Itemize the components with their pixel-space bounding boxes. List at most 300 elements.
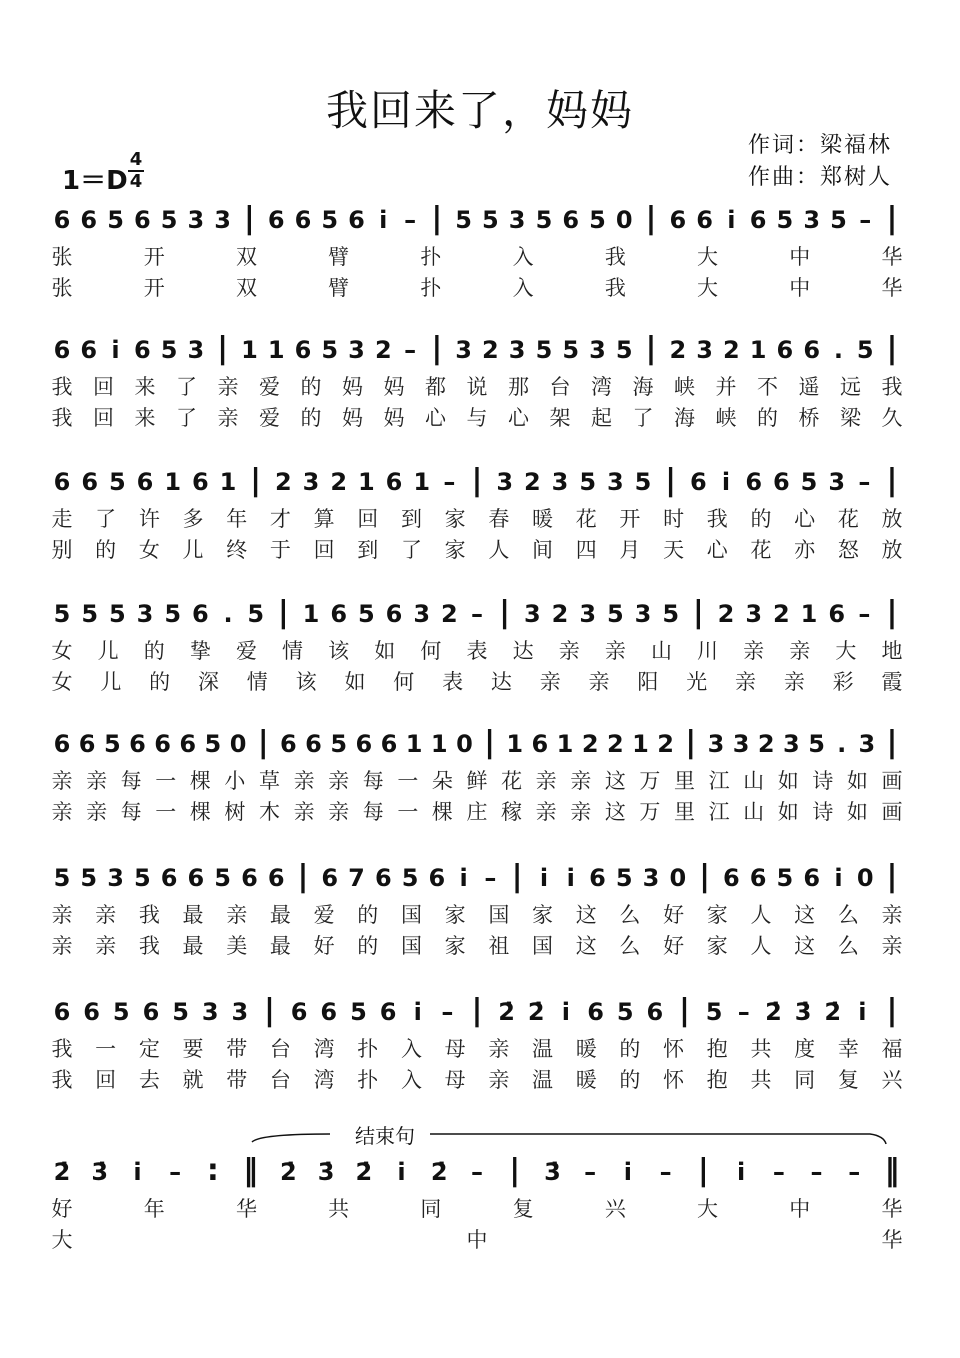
lyric-char: 亲 <box>226 903 248 927</box>
system-7 <box>52 993 904 1092</box>
note: 5 <box>357 600 375 628</box>
lyric-char: 妈 <box>342 375 363 399</box>
lyric-char: 定 <box>138 1037 160 1061</box>
lyric-char: 何 <box>393 670 415 694</box>
lyric-char: 每 <box>120 769 142 793</box>
note: – <box>584 1158 597 1186</box>
lyric-char: 不 <box>757 375 778 399</box>
note: 5 <box>535 336 553 364</box>
lyric-char: 树 <box>224 800 246 824</box>
lyric-char: 么 <box>837 934 859 958</box>
barline: | <box>243 201 255 236</box>
lyric-char: 母 <box>444 1037 466 1061</box>
note: 6 <box>745 468 763 496</box>
note: 6 <box>133 206 151 234</box>
lyric-char: 好 <box>663 903 685 927</box>
lyric-char: 挚 <box>189 639 211 663</box>
note: 1 <box>267 336 285 364</box>
lyric-char: 山 <box>743 769 765 793</box>
lyric-char: 心 <box>706 538 728 562</box>
coda-bracket-left <box>252 1134 330 1142</box>
lyric-char: 抱 <box>706 1037 728 1061</box>
lyric-char: 与 <box>466 406 488 430</box>
lyric-char: 人 <box>750 934 772 958</box>
lyric-char: 年 <box>226 507 248 531</box>
lyric-char: 华 <box>235 1197 257 1221</box>
note: i̇ <box>111 336 120 364</box>
note: 3 <box>201 998 219 1026</box>
note: 3 <box>696 336 713 364</box>
note: i̇ <box>133 1158 142 1186</box>
lyric-char: 表 <box>466 639 488 663</box>
lyric-char: 花 <box>750 538 772 562</box>
lyric-char: 带 <box>226 1037 248 1061</box>
note: 6 <box>81 468 99 496</box>
note: 6 <box>305 730 322 758</box>
note: 5 <box>53 600 71 628</box>
note: 1 <box>632 730 649 758</box>
lyric-char: 亲 <box>328 769 350 793</box>
lyric-char: 的 <box>619 1068 641 1092</box>
lyric-char: 开 <box>619 507 641 531</box>
lyric-char: 里 <box>674 800 695 824</box>
lyric-char: 亲 <box>604 639 626 663</box>
note: 6 <box>280 730 297 758</box>
lyric-char: 亲 <box>328 800 350 824</box>
note: 3 <box>302 468 320 496</box>
lyric-char: 最 <box>269 934 291 958</box>
barline: ‖ <box>884 1153 900 1188</box>
lyric-char: 开 <box>143 245 165 269</box>
lyric-char: 臂 <box>328 276 350 300</box>
note: 5 <box>616 998 634 1026</box>
note: 6 <box>129 730 146 758</box>
note: 5 <box>103 730 121 758</box>
note: 2̇ <box>355 1158 373 1186</box>
lyric-char: 同 <box>420 1197 442 1221</box>
note: 5 <box>535 206 553 234</box>
note: 1 <box>413 468 431 496</box>
lyric-char: 台 <box>549 375 571 399</box>
lyric-char: 山 <box>743 800 765 824</box>
lyric-char: 了 <box>95 507 117 531</box>
lyric-char: 台 <box>269 1068 291 1092</box>
note: 6 <box>374 864 392 892</box>
lyric-char: 小 <box>224 769 246 793</box>
note: 1 <box>302 600 320 628</box>
lyric-char: 放 <box>881 538 903 562</box>
lyric-char: 并 <box>715 375 737 399</box>
barline: | <box>685 725 697 760</box>
lyric-char: 的 <box>357 903 379 927</box>
lyric-char: 家 <box>444 903 466 927</box>
note: – <box>848 1158 861 1186</box>
note: – <box>169 1158 182 1186</box>
note: 3 <box>214 206 231 234</box>
lyric-char: 亲 <box>570 800 592 824</box>
lyric-char: 回 <box>93 406 114 430</box>
note: 3 <box>348 336 365 364</box>
note: i̇ <box>858 998 867 1026</box>
lyric-char: 诗 <box>812 769 834 793</box>
barline: | <box>886 725 898 760</box>
note: 6 <box>179 730 197 758</box>
lyric-char: 祖 <box>488 934 510 958</box>
note: 6 <box>749 864 767 892</box>
note: 2 <box>482 336 499 364</box>
lyric-char: 我 <box>604 276 626 300</box>
lyric-char: 的 <box>300 406 322 430</box>
note: 3 <box>107 864 124 892</box>
lyric-char: 一 <box>155 800 177 824</box>
lyric-char: 这 <box>575 934 597 958</box>
note: – <box>404 336 417 364</box>
note: 5 <box>204 730 222 758</box>
lyric-char: 家 <box>706 934 728 958</box>
note: 2 <box>717 600 735 628</box>
lyric-char: 我 <box>138 903 160 927</box>
lyric-char: 妈 <box>383 406 405 430</box>
lyric-char: 架 <box>549 406 571 430</box>
lyric-char: 如 <box>344 670 366 694</box>
lyric-char: 情 <box>282 639 304 663</box>
barline: | <box>431 201 443 236</box>
note: – <box>441 998 454 1026</box>
lyric-char: 亲 <box>881 903 903 927</box>
note: i̇ <box>566 864 575 892</box>
note: 6 <box>320 998 338 1026</box>
lyric-char: 稼 <box>501 800 523 824</box>
lyric-char: 该 <box>328 639 350 663</box>
lyric-char: 这 <box>604 769 626 793</box>
barline: | <box>264 993 275 1028</box>
lyric-char: 的 <box>143 639 165 663</box>
note: 6 <box>321 864 339 892</box>
barline: | <box>645 331 657 366</box>
lyric-char: 亲 <box>743 639 765 663</box>
lyric-char: 心 <box>425 406 446 430</box>
note: 2 <box>440 600 458 628</box>
note: 6 <box>749 206 767 234</box>
barline: | <box>509 1153 521 1188</box>
note: 6 <box>133 336 151 364</box>
note: 2̇ <box>498 998 515 1026</box>
note: 6 <box>78 730 96 758</box>
lyric-char: 美 <box>226 934 248 958</box>
note: i̇ <box>561 998 571 1026</box>
note: 1 <box>241 336 258 364</box>
note: 5 <box>107 206 124 234</box>
lyric-char: 年 <box>143 1197 165 1221</box>
lyric-char: 表 <box>442 670 464 694</box>
note: 6 <box>142 998 160 1026</box>
lyric-char: 江 <box>708 769 730 793</box>
lyric-char: 何 <box>420 639 442 663</box>
lyric-char: 里 <box>674 769 695 793</box>
note: 0 <box>456 730 473 758</box>
lyric-char: 暖 <box>575 1068 597 1092</box>
lyric-char: 湾 <box>313 1068 335 1092</box>
barline: | <box>679 993 690 1028</box>
lyric-char: 亲 <box>535 769 557 793</box>
note: – <box>659 1158 672 1186</box>
lyric-char: 亲 <box>51 800 73 824</box>
lyric-char: 海 <box>674 406 695 430</box>
lyric-char: 女 <box>138 538 160 562</box>
barline: | <box>217 331 229 366</box>
lyric-char: 湾 <box>591 375 612 399</box>
note: 3̇ <box>317 1158 335 1186</box>
lyric-char: 亲 <box>86 769 108 793</box>
lyric-char: 中 <box>789 276 811 300</box>
lyric-char: 最 <box>182 934 204 958</box>
lyric-char: 来 <box>134 375 156 399</box>
lyric-char: 臂 <box>328 245 350 269</box>
note: 3 <box>187 336 205 364</box>
note: 0 <box>856 864 874 892</box>
note: 0 <box>229 730 247 758</box>
lyric-char: 我 <box>138 934 160 958</box>
note: i̇ <box>736 1158 746 1186</box>
lyric-char: 我 <box>51 406 73 430</box>
lyric-char: 月 <box>619 538 641 562</box>
note: 1 <box>749 336 767 364</box>
lyric-char: 的 <box>619 1037 641 1061</box>
note: 6 <box>294 206 312 234</box>
note: 3 <box>634 600 652 628</box>
note: 5 <box>112 998 130 1026</box>
note: 3 <box>523 600 541 628</box>
lyric-char: 幸 <box>837 1037 859 1061</box>
note: 5 <box>482 206 499 234</box>
lyric-char: 我 <box>51 1037 73 1061</box>
lyric-char: 画 <box>881 800 903 824</box>
note: 5 <box>108 468 126 496</box>
lyric-char: 鲜 <box>466 769 488 793</box>
lyric-char: 到 <box>400 507 422 531</box>
lyric-char: 亲 <box>95 934 117 958</box>
lyric-char: 了 <box>632 406 654 430</box>
lyric-char: 江 <box>708 800 730 824</box>
note: 5 <box>455 206 472 234</box>
lyric-char: 福 <box>881 1037 903 1061</box>
note: 6 <box>355 730 373 758</box>
lyric-char: 母 <box>444 1068 466 1092</box>
lyric-char: 了 <box>176 375 197 399</box>
system-8 <box>52 1153 903 1252</box>
lyric-char: 亲 <box>217 406 239 430</box>
note: 0 <box>669 864 687 892</box>
lyric-char: 大 <box>697 276 719 300</box>
note: 1 <box>164 468 182 496</box>
note: 5 <box>856 336 874 364</box>
lyric-char: 画 <box>881 769 903 793</box>
note: 6 <box>160 864 178 892</box>
note: 2 <box>606 730 624 758</box>
lyric-char: 儿 <box>97 639 119 663</box>
lyric-char: 万 <box>639 800 661 824</box>
lyric-char: 了 <box>176 406 197 430</box>
barline: ‖ <box>243 1153 259 1188</box>
note: 2 <box>657 730 674 758</box>
note: 3̇ <box>794 998 812 1026</box>
note: 5 <box>172 998 189 1026</box>
note: 5 <box>615 336 633 364</box>
lyric-char: 亲 <box>570 769 592 793</box>
note: 6 <box>689 468 707 496</box>
note: 5 <box>589 206 606 234</box>
note: 5 <box>321 336 339 364</box>
lyric-char: 别 <box>51 538 73 562</box>
lyric-char: 就 <box>182 1068 204 1092</box>
note: 6 <box>803 336 821 364</box>
lyric-char: 每 <box>120 800 142 824</box>
lyric-char: 了 <box>400 538 422 562</box>
note: 5 <box>800 468 818 496</box>
lyric-char: 久 <box>881 406 903 430</box>
lyric-char: 花 <box>501 769 523 793</box>
barline: | <box>511 859 523 894</box>
lyric-char: 彩 <box>832 670 854 694</box>
lyric-char: 四 <box>575 538 597 562</box>
note: – <box>404 206 417 234</box>
lyric-char: 棵 <box>189 769 211 793</box>
barline: | <box>886 993 898 1028</box>
note: 3 <box>551 468 569 496</box>
lyric-char: 每 <box>362 769 384 793</box>
coda-bracket-right <box>430 1134 886 1144</box>
note: 5 <box>164 600 182 628</box>
note: 6 <box>696 206 713 234</box>
lyric-char: 国 <box>488 903 510 927</box>
coda-label: 结束句 <box>355 1124 415 1148</box>
lyric-char: 好 <box>51 1197 73 1221</box>
barline: | <box>645 201 657 236</box>
note: – <box>471 1158 483 1186</box>
lyric-char: 亲 <box>51 903 73 927</box>
lyric-char: 亲 <box>217 375 239 399</box>
lyric-char: 爱 <box>235 639 257 663</box>
lyric-char: 扑 <box>420 276 442 300</box>
note: 3 <box>745 600 763 628</box>
note: 3 <box>707 730 725 758</box>
lyric-char: 女 <box>51 670 73 694</box>
note: . <box>837 730 847 758</box>
lyric-char: 中 <box>789 245 811 269</box>
lyric-char: 要 <box>182 1037 204 1061</box>
note: 6 <box>772 468 790 496</box>
lyric-char: 深 <box>197 670 219 694</box>
lyric-char: 起 <box>591 406 612 430</box>
lyric-char: 亲 <box>293 800 315 824</box>
note: 3̇ <box>544 1158 561 1186</box>
lyric-char: 如 <box>846 769 868 793</box>
lyric-char: 华 <box>881 1228 903 1252</box>
note: i̇ <box>397 1158 406 1186</box>
note: 3 <box>231 998 249 1026</box>
lyric-char: 于 <box>269 538 291 562</box>
note: 5 <box>160 336 178 364</box>
lyric-char: 走 <box>51 507 73 531</box>
note: 2 <box>581 730 599 758</box>
note: 2̇ <box>280 1158 297 1186</box>
note: 6 <box>83 998 100 1026</box>
note: 1 <box>800 600 818 628</box>
note: 5 <box>401 864 419 892</box>
lyric-char: 入 <box>400 1037 422 1061</box>
lyric-char: 心 <box>794 507 816 531</box>
lyric-char: 该 <box>295 670 317 694</box>
lyric-char: 的 <box>300 375 322 399</box>
note: 6 <box>330 600 348 628</box>
lyric-char: 亲 <box>789 639 811 663</box>
lyric-char: 亦 <box>794 538 816 562</box>
lyric-char: 花 <box>575 507 597 531</box>
lyric-char: 大 <box>835 639 857 663</box>
note: 3 <box>496 468 514 496</box>
system-2 <box>52 331 903 430</box>
lyric-char: 如 <box>374 639 396 663</box>
lyric-char: 这 <box>575 903 597 927</box>
lyric-char: 霞 <box>881 670 903 694</box>
note: 6 <box>428 864 446 892</box>
lyric-char: 多 <box>182 507 204 531</box>
note: 1 <box>219 468 237 496</box>
lyric-char: 远 <box>840 375 861 399</box>
lyric-char: 最 <box>182 903 204 927</box>
lyric-char: 亲 <box>588 670 610 694</box>
note: 5 <box>776 864 794 892</box>
note: 5 <box>53 864 71 892</box>
note: 3 <box>508 206 526 234</box>
note: 1 <box>556 730 574 758</box>
lyric-char: 怀 <box>663 1068 685 1092</box>
lyric-char: 温 <box>532 1068 554 1092</box>
note: 3 <box>136 600 154 628</box>
lyric-char: 这 <box>604 800 626 824</box>
lyric-char: 海 <box>632 375 654 399</box>
barline: | <box>297 859 309 894</box>
lyric-char: 去 <box>138 1068 160 1092</box>
lyric-char: 间 <box>532 538 554 562</box>
lyric-char: 放 <box>881 507 903 531</box>
lyric-char: 如 <box>777 800 799 824</box>
lyric-char: 妈 <box>342 406 363 430</box>
lyric-char: 扑 <box>420 245 442 269</box>
lyric-char: 中 <box>466 1228 488 1252</box>
note: 3 <box>803 206 821 234</box>
note: 2 <box>757 730 775 758</box>
note: i̇ <box>834 864 843 892</box>
barline: | <box>471 463 483 498</box>
lyricist-credit: 作词：梁福林 <box>747 133 892 158</box>
note: 5 <box>634 468 652 496</box>
note: 6 <box>241 864 258 892</box>
note: 0 <box>615 206 633 234</box>
lyric-char: 亲 <box>558 639 580 663</box>
meter-top: 4 <box>129 149 143 170</box>
lyric-char: 我 <box>51 1068 73 1092</box>
lyric-char: 家 <box>444 507 466 531</box>
note: 6 <box>385 468 403 496</box>
note: – <box>443 468 456 496</box>
lyric-char: 扑 <box>357 1068 379 1092</box>
lyric-char: 达 <box>512 639 534 663</box>
barline: | <box>886 859 898 894</box>
lyric-char: 暖 <box>575 1037 597 1061</box>
note: i̇ <box>539 864 549 892</box>
lyric-char: 峡 <box>674 375 695 399</box>
